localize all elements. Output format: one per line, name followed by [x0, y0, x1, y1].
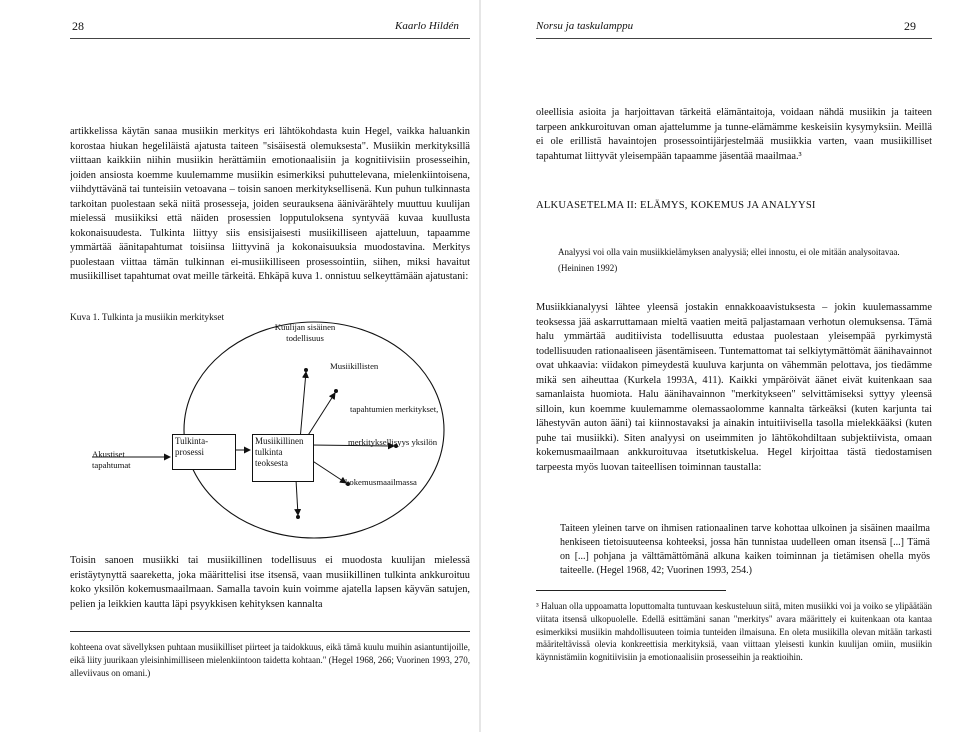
body-paragraph: oleellisia asioita ja harjoittavan tärkeitä elämäntaitoja, voidaan nähdä musiikin ja taiteen tarpeen ankkuroituvan oman ajattelumme ja tunne-elämämme keskeisiin kysymyksiin. Meillä ei ole erillistä havaintojen prosessointijärjestelmää musiikkia varten, vaan musiikilliset tapahtumat liittyvät yleisempään tapaamme jäsentää maailmaa.³	[536, 107, 932, 162]
body-paragraph: Toisin sanoen musiikki tai musiikillinen todellisuus ei muodosta kuulijan mielessä eristäytynyttä saareketta, joka määrittelisi itse itsensä, vaan musiikillinen tulkinta ankkuroituu koko yksilön kokemusmaailmaan. Samalla tavoin kuin voimme ajatella lapsen käyvän satujen, pelien ja leikkien kautta läpi psyykkisen kehityksen kannalta	[70, 555, 470, 610]
listener-reality-ellipse	[184, 322, 444, 538]
label-meaningfulness: merkityksellisyys yksilön	[348, 437, 438, 447]
page-number: 29	[904, 19, 916, 33]
block-quote: Taiteen yleinen tarve on ihmisen rationaalinen tarve kohottaa ulkoinen ja sisäinen maailma henkiseen tietoisuuteensa kohteeksi, jossa hän tunnistaa uudelleen oman itsensä [...] Tämä on [...] pohjana ja välttämättömänä alkuna kaiken toiminnan ja tietämisen ohella myös taiteelle. (Hegel 1968, 42; Vuorinen 1993, 254.)	[560, 523, 930, 576]
footnote-rule	[536, 590, 726, 591]
box-musical-interpretation: Musiikillinen tulkinta teoksesta	[252, 434, 314, 482]
label-musical: Musiikillisten	[330, 361, 379, 371]
input-acoustic-events: Akustiset tapahtumat	[92, 449, 131, 470]
footnote-rule	[70, 631, 470, 632]
header-rule	[536, 38, 932, 39]
footnote: kohteena ovat sävellyksen puhtaan musiikilliset piirteet ja taidokkuus, eikä tämä kuulu muihin asiantuntijoille, eikä liity juurikaan yleisinhimilliseen mielenkiintoon taidetta kohtaan." (Hegel 1968, 266; Vuorinen 1993, 270, alleviivaus on omani.)	[70, 642, 470, 678]
box-interpretation-process: Tulkinta-prosessi	[172, 434, 236, 470]
running-head: Kaarlo Hildén	[395, 20, 459, 32]
figure-diagram-svg	[0, 0, 480, 580]
page-number: 28	[72, 19, 84, 33]
right-page	[480, 0, 960, 732]
epigraph: Analyysi voi olla vain musiikkielämyksen analyysiä; ellei innostu, ei ole mitään analysoitavaa.	[558, 247, 900, 257]
section-heading: ALKUASETELMA II: ELÄMYS, KOKEMUS JA ANALYYSI	[536, 200, 816, 211]
label-events-meanings: tapahtumien merkitykset,	[350, 404, 439, 414]
footnote: ³ Haluan olla uppoamatta loputtomalta tuntuvaan keskusteluun siitä, miten musiikki voi ja voiko se ylipäätään viitata itsensä ulkopuolelle. Edellä esittämäni sanan "merkitys" avara määrittely ei kuitenkaan ota kantaa esimerkiksi musiikin mahdollisuuteen toimia tunteiden ilmaisuna. En oleta musiikilla olevan mitään tarkasti määriteltävissä olevia konkreettisia merkityksiä, vaan viittaan yleisesti kunkin kuulijan omiin, musiikin käynnistämiin kognitiivisiin ja emotionaalisiin prosesseihin ja reaktioihin.	[536, 601, 932, 663]
arrow-1	[300, 372, 306, 440]
label-experience-world: kokemusmaailmassa	[345, 477, 417, 487]
running-head: Norsu ja taskulamppu	[536, 20, 634, 32]
body-paragraph: artikkelissa käytän sanaa musiikin merkitys eri lähtökohdasta kuin Hegel, vaikka haluankin korostaa hiukan hegeliläistä ajatusta taiteen "sisäisestä olemuksesta". Musiikin merkityksillä viittaan kaikkiin niihin musiikin herättämiin emotionaalisiin ja kognitiivisiin prosesseihin, joiden ansiosta koemme kuulemamme musiikin esimerkiksi puhuttelevana, mielenkiintoisena, viihdyttävänä tai tunteisiin vetoavana – toisin sanoen merkityksellisenä. Kun puhun tulkinnasta tarkoitan puolestaan sekä niitä prosesseja, joiden seurauksena äänivärähtely muuttuu kuulijan mielessä musiikiksi että näiden prosessien lopputuloksena syntyvää kuvaa kuullusta kokonaisuudesta. Tulkinta liittyy siis ensisijaisesti musiikilliseen ajatteluun, tapaamme ymmärtää äänitapahtumat toisiinsa liittyvinä ja kokonaisuuksia muodostavina. Merkitys puolestaan viittaa tämän tulkinnan ei-musiikilliseen prosessointiin, siihen, miksi havaitut musiikilliset tapahtumat ovat meille tärkeitä. Ehkäpä kuva 1. onnistuu selkeyttämään ajatustani:	[70, 126, 470, 282]
body-paragraph: Musiikkianalyysi lähtee yleensä jostakin ennakkoaavistuksesta – jokin kuulemassamme teoksessa jää askarruttamaan mieltä vaatien meitä paljastamaan verhotun olemuksensa. Tämä halu ymmärtää auditiivista todellisuutta edustaa puolestaan yleisempää pyrkimystä todellisuuden rationaaliseen jäsentämiseen. Tuntemattomat tai selkiytymättömät äänihavainnot ovat uhkaavia: viidakon pimeydestä kuuluva karjunta on vähemmän pelottava, jos tiedämme mikä sen aiheuttaa (Kurkela 1993A, 411). Kaikki ympäröivät äänet eivät kuitenkaan saa samanlaista huomiota. Halu äänihavainnon "merkitykseen" selvittämiseksi syttyy yleensä silloin, kun koemme kuulemamme olemassaolomme kannalta tärkeäksi (kuten karjunta tai lähestyvän auton ääni) tai kiinnostavaksi ja ainakin intuitiivisella tasolla mielekkääksi (kuten puhe tai musiikki). Siten analyysi on useimmiten jo lähtökohdiltaan subjektiivista, omaan kokemusmaailmaan ankkuroituvaa itsetutkiskelua. Hegel kirjoittaa tästä tiedostamisen tarpeesta myös luovan taiteellisen toiminnan taustalla:	[536, 302, 932, 473]
arrow-2	[305, 393, 335, 440]
label-listener-reality: Kuulijan sisäinen todellisuus	[274, 322, 336, 343]
epigraph-source: (Heininen 1992)	[558, 263, 618, 273]
figure-caption: Kuva 1. Tulkinta ja musiikin merkitykset	[70, 313, 225, 323]
